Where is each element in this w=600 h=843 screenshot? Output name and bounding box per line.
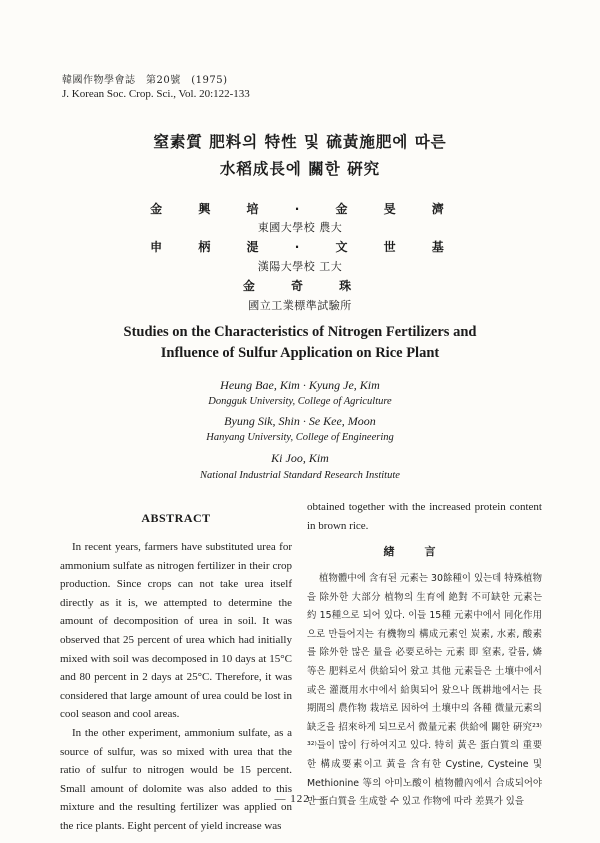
english-affiliation-1: Dongguk University, College of Agriculture — [208, 396, 392, 407]
korean-affiliation-3: 國立工業標準試驗所 — [248, 299, 352, 312]
english-authors-2: Byung Sik, Shin · Se Kee, Moon — [224, 414, 376, 428]
english-title-line2: Influence of Sulfur Application on Rice Plant — [160, 345, 440, 361]
korean-title-line2: 水稻成長에 關한 硏究 — [219, 160, 381, 178]
korean-affiliation-1: 東國大學校 農大 — [257, 221, 343, 234]
korean-authors-3: 金 奇 珠 — [242, 279, 358, 293]
korean-authors-1: 金 興 培 · 金 旻 濟 — [150, 202, 450, 216]
introduction-column — [307, 570, 542, 812]
abstract-paragraph-2: In the other experiment, ammonium sulfate, as a source of sulfur, was so mixed with urea that the ratio of sulfur to nitrogen would be 15 percent. Small amount of dolomite was also added to this mixture and the resulting fertilizer was applied on the rice plants. Eight percent of yield increase was — [60, 726, 292, 832]
korean-affiliation-2: 漢陽大學校 工大 — [257, 260, 343, 273]
journal-header-english: J. Korean Soc. Crop. Sci., Vol. 20:122-133 — [62, 88, 250, 100]
korean-title-line1: 窒素質 肥料의 特性 및 硫黃施肥에 따른 — [153, 133, 447, 151]
english-affiliation-3: National Industrial Standard Research Institute — [200, 470, 400, 481]
journal-header-korean: 韓國作物學會誌 第20號 (1975) — [62, 75, 228, 86]
abstract-continuation — [307, 498, 542, 535]
korean-authors-2: 申 柄 湜 · 文 世 基 — [150, 240, 450, 254]
english-title-line1: Studies on the Characteristics of Nitrogen Fertilizers and — [123, 324, 477, 340]
introduction-heading: 緖言 — [383, 545, 466, 558]
english-affiliation-2: Hanyang University, College of Engineering — [206, 432, 394, 443]
abstract-continuation-text: obtained together with the increased protein content in brown rice. — [307, 501, 542, 532]
page-number: — 122 — — [274, 793, 326, 805]
abstract-paragraph-1: In recent years, farmers have substituted urea for ammonium sulfate as nitrogen fertilizer in their crop production. Since crops can not take urea itself directly as it is, we attempted to determine the amount of decomposition of urea in soil. It was observed that 25 percent of urea which had initially mixed with soil was decomposed in 10 days at 15°C and 80 percent in 2 days at 25°C. Therefore, it was considered that large amount of urea could be lost in cool season and cool areas. — [60, 541, 292, 721]
english-authors-1: Heung Bae, Kim · Kyung Je, Kim — [220, 378, 380, 392]
abstract-heading: ABSTRACT — [141, 511, 211, 525]
introduction-text: 植物體中에 含有된 元素는 30餘種이 있는데 特殊植物을 除外한 大部分 植物의 生育에 絶對 不可缺한 元素는 約 15種으로 되어 있다. 이들 15種 元素中에서 同化作用으로 만들어지는 有機物의 構成元素인 炭素, 水素, 酸素를 除外한 많은 量을 必要로하는 元素 即 窒素, 칼륨, 燐等은 肥料로서 供給되어 왔고 其他 元素들은 土壤中에서 或은 灌漑用水中에서 給與되어 왔으나 旣耕地에서는 長期間의 農作物 栽培로 因하여 土壤中의 各種 微量元素의 缺乏을 招來하게 되므로서 微量元素 供給에 關한 硏究²³⁾³²⁾들이 많이 行하여지고 있다. 特히 黃은 蛋白質의 重要한 構成要素이고 黃을 含有한 Cystine, Cysteine 및 Methionine 等의 아미노酸이 植物體內에서 合成되어야만 蛋白質을 生成할 수 있고 作物에 따라 差異가 있을 — [307, 573, 542, 808]
english-authors-3: Ki Joo, Kim — [271, 451, 329, 465]
abstract-left-column — [60, 538, 292, 836]
